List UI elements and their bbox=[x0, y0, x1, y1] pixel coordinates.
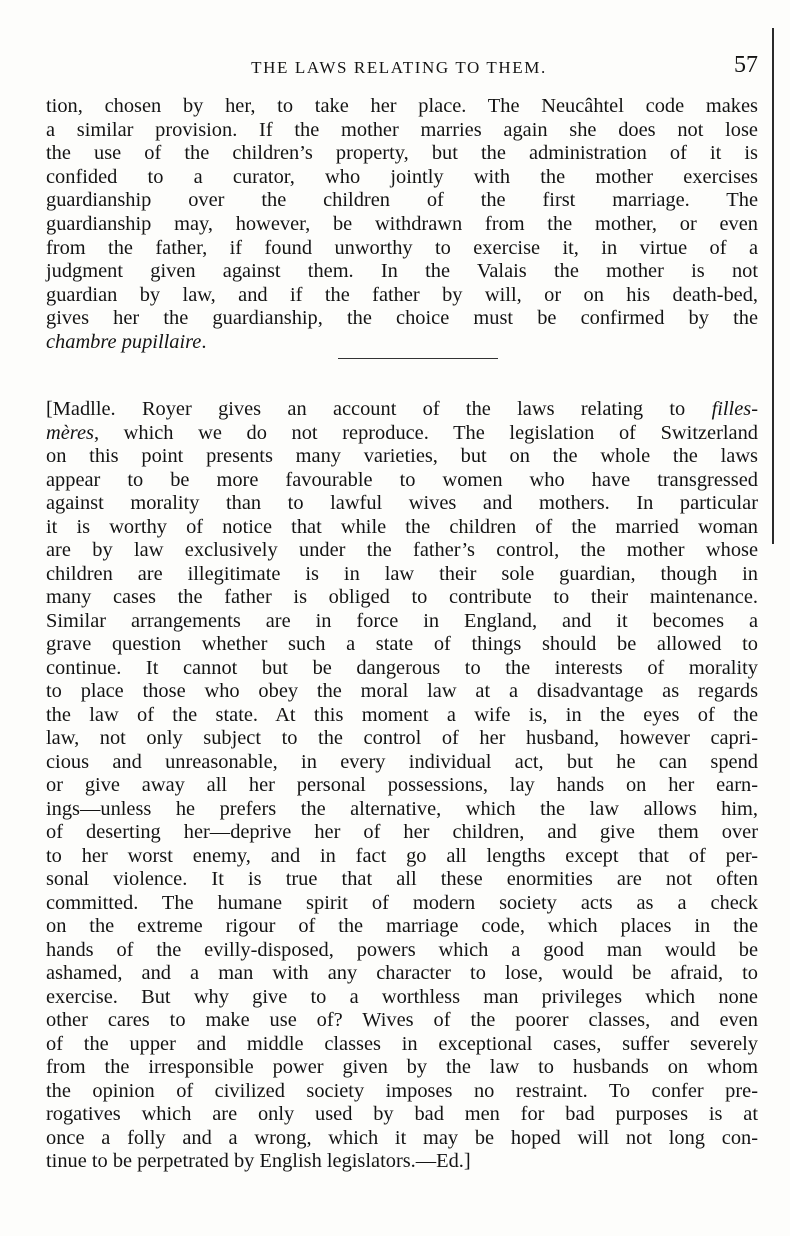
text-line: from the irresponsible power given by the law to husbands on whom bbox=[46, 1056, 758, 1078]
paragraph-guardianship bbox=[46, 95, 758, 355]
text-line: cious and unreasonable, in every individual act, but he can spend bbox=[46, 750, 758, 773]
text-line: sonal violence. It is true that all these enormities are not often bbox=[46, 868, 758, 890]
text-line: of the upper and middle classes in exceptional cases, suffer severely bbox=[46, 1032, 758, 1055]
text-line: a similar provision. If the mother marries again she does not lose bbox=[46, 118, 758, 141]
text-line: confided to a curator, who jointly with the mother exercises bbox=[46, 165, 758, 188]
text-line: committed. The humane spirit of modern society acts as a check bbox=[46, 891, 758, 914]
page-header bbox=[40, 52, 758, 82]
italic-term: filles- bbox=[711, 398, 758, 420]
punctuation: . bbox=[201, 330, 207, 353]
text-line: law, not only subject to the control of her husband, however capri- bbox=[46, 727, 758, 749]
text-span: [Madlle. Royer gives an account of the laws relating to bbox=[46, 398, 712, 420]
text-line: grave question whether such a state of things should be allowed to bbox=[46, 633, 758, 655]
text-line: the opinion of civilized society imposes no restraint. To confer pre- bbox=[46, 1079, 758, 1102]
margin-rule bbox=[772, 28, 774, 544]
text-line: on this point presents many varieties, but on the whole the laws bbox=[46, 445, 758, 467]
running-title: THE LAWS RELATING TO THEM. bbox=[251, 58, 547, 77]
text-line: of deserting her—deprive her of her children, and give them over bbox=[46, 821, 758, 843]
text-line: or give away all her personal possessions, lay hands on her earn- bbox=[46, 774, 758, 796]
section-divider bbox=[338, 358, 498, 359]
text-line: once a folly and a wrong, which it may be hoped will not long con- bbox=[46, 1126, 758, 1149]
text-line: children are illegitimate is in law their sole guardian, though in bbox=[46, 562, 758, 585]
italic-term: mères bbox=[46, 421, 94, 444]
text-line: the use of the children’s property, but the administration of it is bbox=[46, 142, 758, 165]
text-line: it is worthy of notice that while the children of the married woman bbox=[46, 515, 758, 538]
text-line: are by law exclusively under the father’s control, the mother whose bbox=[46, 539, 758, 561]
text-line: tion, chosen by her, to take her place. The Neucâhtel code makes bbox=[46, 95, 758, 117]
text-line: from the father, if found unworthy to exercise it, in virtue of a bbox=[46, 236, 758, 259]
paragraph-editor-note bbox=[46, 398, 758, 1174]
text-line: many cases the father is obliged to contribute to their maintenance. bbox=[46, 586, 758, 608]
text-line: gives her the guardianship, the choice must be confirmed by the bbox=[46, 307, 758, 330]
text-line: rogatives which are only used by bad men for bad purposes is at bbox=[46, 1103, 758, 1125]
text-line-last bbox=[46, 331, 758, 355]
italic-term: chambre pupillaire bbox=[46, 330, 202, 353]
text-line: guardianship over the children of the first marriage. The bbox=[46, 189, 758, 212]
text-line: guardianship may, however, be withdrawn from the mother, or even bbox=[46, 212, 758, 235]
text-line: the law of the state. At this moment a wife is, in the eyes of the bbox=[46, 703, 758, 726]
text-line: to place those who obey the moral law at a disadvantage as regards bbox=[46, 680, 758, 702]
text-line: guardian by law, and if the father by will, or on his death-bed, bbox=[46, 283, 758, 306]
text-line: appear to be more favourable to women who have transgressed bbox=[46, 468, 758, 491]
text-line bbox=[46, 398, 758, 422]
text-line: on the extreme rigour of the marriage code, which places in the bbox=[46, 915, 758, 937]
text-line: to her worst enemy, and in fact go all lengths except that of per- bbox=[46, 844, 758, 867]
text-line: ashamed, and a man with any character to lose, would be afraid, to bbox=[46, 962, 758, 984]
text-span: , which we do not reproduce. The legislation of Switzerland bbox=[93, 421, 758, 444]
page-number: 57 bbox=[734, 52, 758, 78]
text-line: hands of the evilly-disposed, powers which a good man would be bbox=[46, 938, 758, 961]
text-line-last: tinue to be perpetrated by English legislators.—Ed.] bbox=[46, 1150, 471, 1172]
text-line bbox=[46, 422, 758, 446]
text-line: Similar arrangements are in force in England, and it becomes a bbox=[46, 609, 758, 632]
text-line: continue. It cannot but be dangerous to the interests of morality bbox=[46, 656, 758, 679]
text-line: ings—unless he prefers the alternative, which the law allows him, bbox=[46, 797, 758, 820]
text-line: judgment given against them. In the Valais the mother is not bbox=[46, 260, 758, 283]
text-line: other cares to make use of? Wives of the poorer classes, and even bbox=[46, 1009, 758, 1031]
text-line: against morality than to lawful wives and mothers. In particular bbox=[46, 492, 758, 514]
text-line: exercise. But why give to a worthless man privileges which none bbox=[46, 985, 758, 1008]
